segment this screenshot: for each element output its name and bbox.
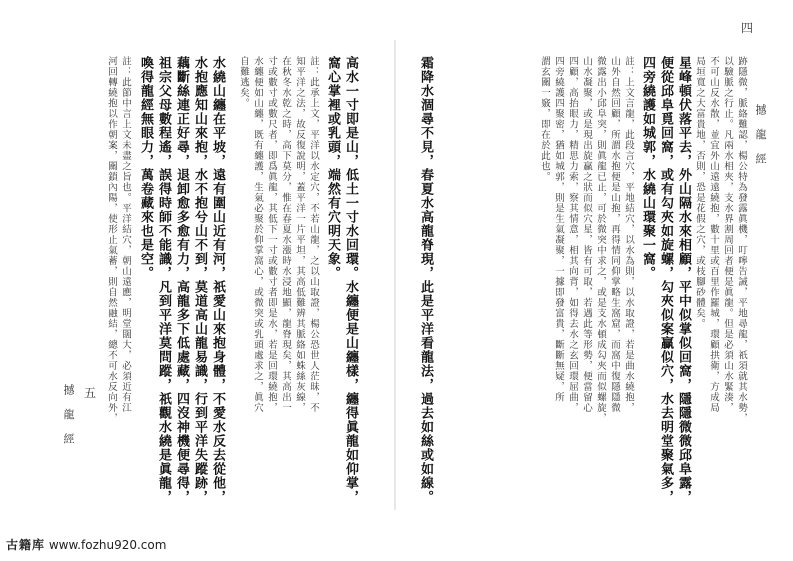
text-column: 註：上文言龍，此段言穴，平地結穴，以水為則，以水取證，若是曲水繞抱， [623,56,634,413]
text-column: 四旁繞護四聚密，猶如城郭，則是生氣凝聚，一據即發富貴，斷斷無疑，所 [553,56,564,403]
text-column: 河回轉繞抱以作朝案，關鎖內陽，使形止氣蓄，則自然融結，總不可水反向外， [106,56,117,424]
page-number: 五 [84,386,97,400]
verse-column: 藕斷絲連正好尋，退卸愈多愈有力，高龍多下低處藏，四沒神機便尋得， [174,56,189,504]
verse-column: 星峰頓伏落平去，外山隔水來相顧，平中似掌似回窩，隱隱微微邱阜露， [676,56,691,504]
text-column: 謂玄關一竅，即在於此也。 [539,56,550,182]
watermark-brand: 古籍库 [6,538,46,552]
text-column: 以驗脈之行止。凡兩水相夾，支水界割周回者便是眞龍。但是必須山水緊湊， [722,56,733,413]
text-column: 在秋冬水乾之時，高下莫分，惟在春夏水漲時水浸地顯，龍脊現矣，其高出一 [280,56,291,413]
verse-column: 高水一寸即是山，低土一寸水回環。水纏便是山纏樣，纏得眞龍如仰掌， [343,56,358,504]
verse-column: 便從邱阜覓回窩，或有勾夾如旋螺，勾夾似案贏似穴，水去明堂聚氣多， [658,56,673,504]
text-column: 註：此承上文，平洋以水定穴，不若山龍，之以山取證，楊公恐世人茫昧，不 [308,56,319,413]
right-page [396,0,793,561]
text-column: 跡隱微，脈絡難認，楊公特為發露眞機，叮嚀告誡，平地尋龍，祇須就其水勢， [736,56,747,424]
verse-column: 四旁繞護如城郭，水繞山環聚一窩。 [640,56,655,280]
text-column: 不可山反水散，並宜外山遠遠繞抱，數十里或百里作羅城，環顧拱衛，方成局 [708,56,719,413]
left-page [0,0,396,561]
text-column: 寸或數寸或數尺者，即爲眞龍，其低下一寸或數寸者即是水，若是回環繞抱， [266,56,277,413]
verse-column: 水繞山纏在平坡，遠有圍山近有河，祇愛山來抱身體，不愛水反去從他， [210,56,225,504]
text-column: 水纏便如山纏，既有纏護，生氣必聚於仰掌窩心，或微突或乳頭處求之，眞穴 [252,56,263,413]
verse-column: 祖宗父母數程遙，誤得時師不能識，凡到平洋莫問蹤，祇觀水繞是眞龍， [156,56,171,504]
verse-column: 霜降水涸尋不見，春夏水高龍脊現，此是平洋看龍法，過去如絲或如線。 [418,56,433,504]
text-column: 知平洋之法，故反復說明，蓋平洋一片平坦，其高低難辨其脈絡如蛛絲灰線， [294,56,305,413]
text-column: 註：此節中言上文未盡之旨也。平洋結穴，朝山遠應，明堂闊大，必須近有江 [120,56,131,413]
text-column: 山外自然回顧，所謂水抱便是山抱，再得情同仰掌略生窩窟，而窩中復隱隱微 [609,56,620,413]
page-header: 撼 龍 經 [62,384,75,449]
page-header: 撼 龍 經 [754,104,767,169]
verse-column: 水抱應知山來抱，水不抱兮山不到，莫道高山龍易識，行到平洋失蹤跡， [192,56,207,504]
text-column: 山水凝聚，或是現出旋贏之狀而似穴星，皆有可取，若遇此等形勢，便當留心 [581,56,592,413]
text-column: 微露出小邱阜突，則眞龍已止，可於微突中求之，或是支水頓成勾夾而似螺旋， [595,56,606,424]
verse-column: 窩心掌裡或乳頭，端然有穴明天象。 [325,56,340,280]
watermark-footer [6,536,166,553]
text-column: 自難逃矣。 [238,56,249,109]
page-number: 四 [741,21,754,35]
verse-column: 喚得龍經無眼力，萬卷藏來也是空。 [138,56,153,280]
text-column: 局垣寬之大富貴地，否則，恐是花假之穴，或枝腳砂體矣。 [694,56,705,329]
text-column: 四顧，高抬眼力，精思力索，察其情意，相其向背，如得去水之玄回環屈曲， [567,56,578,413]
watermark-url[interactable]: www.fozhu920.com [48,538,167,552]
